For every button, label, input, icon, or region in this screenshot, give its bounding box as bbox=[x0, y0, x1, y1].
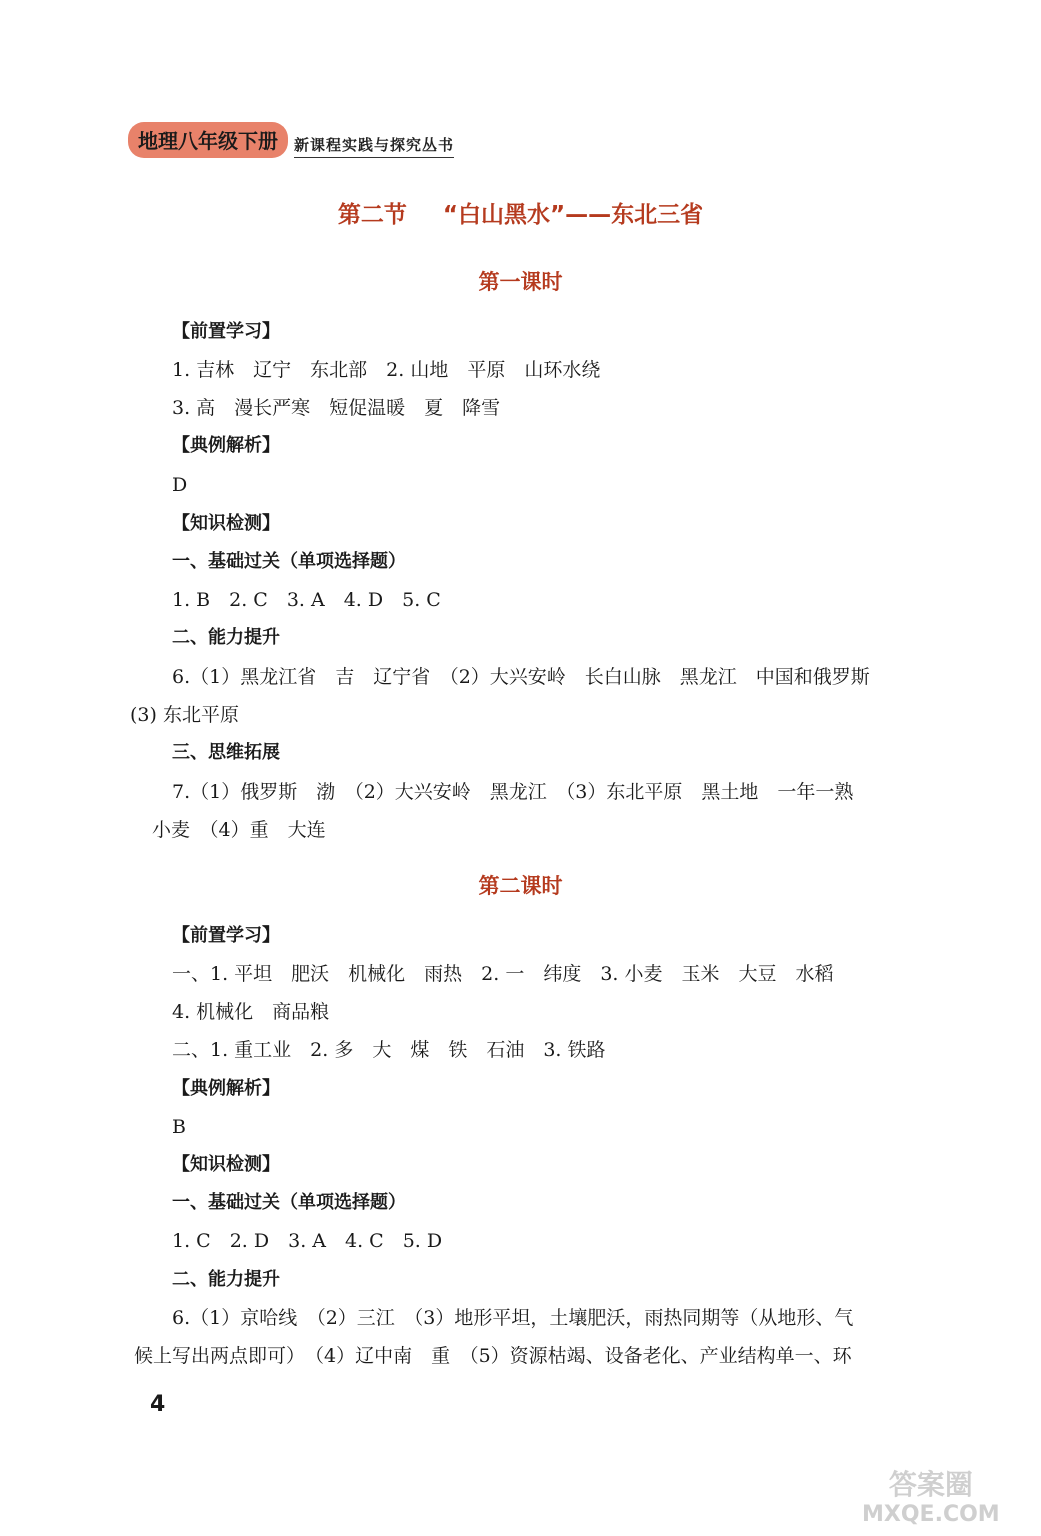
lesson2-line-4: 二、1. 重工业 2. 多 大 煤 铁 石油 3. 铁路 bbox=[172, 1039, 606, 1061]
lesson1-line-10: 6.（1）黑龙江省 吉 辽宁省 （2）大兴安岭 长白山脉 黑龙江 中国和俄罗斯 bbox=[172, 666, 870, 688]
lesson2-line-7: 【知识检测】 bbox=[172, 1154, 280, 1175]
section-title bbox=[0, 196, 1041, 229]
series-name: 新课程实践与探究丛书 bbox=[294, 134, 454, 158]
section-name: “白山黑水”——东北三省 bbox=[442, 202, 704, 228]
page-number: 4 bbox=[150, 1392, 166, 1417]
lesson2-line-2: 一、1. 平坦 肥沃 机械化 雨热 2. 一 纬度 3. 小麦 玉米 大豆 水稻 bbox=[172, 963, 834, 985]
lesson1-line-12: 三、思维拓展 bbox=[172, 742, 280, 763]
lesson1-line-9: 二、能力提升 bbox=[172, 627, 280, 648]
subject-badge: 地理八年级下册 bbox=[128, 122, 288, 158]
watermark-line-2: MXQE.COM bbox=[862, 1502, 1000, 1527]
watermark bbox=[862, 1470, 1000, 1530]
lesson1-line-4: 【典例解析】 bbox=[172, 435, 280, 456]
lesson2-line-1: 【前置学习】 bbox=[172, 925, 280, 946]
lesson1-line-14: 小麦 （4）重 大连 bbox=[152, 819, 326, 841]
lesson2-line-5: 【典例解析】 bbox=[172, 1078, 280, 1099]
lesson2-line-9: 1. C 2. D 3. A 4. C 5. D bbox=[172, 1230, 443, 1252]
lesson1-line-8: 1. B 2. C 3. A 4. D 5. C bbox=[172, 589, 441, 611]
section-number: 第二节 bbox=[337, 202, 407, 228]
lesson1-line-11: (3) 东北平原 bbox=[130, 704, 239, 726]
lesson2-line-12: 候上写出两点即可） （4）辽中南 重 （5）资源枯竭、设备老化、产业结构单一、环 bbox=[134, 1345, 852, 1367]
lesson1-line-1: 【前置学习】 bbox=[172, 321, 280, 342]
lesson2-line-8: 一、基础过关（单项选择题） bbox=[172, 1192, 406, 1213]
lesson2-line-11: 6.（1）京哈线 （2）三江 （3）地形平坦，土壤肥沃，雨热同期等（从地形、气 bbox=[172, 1307, 854, 1329]
lesson-heading-1: 第一课时 bbox=[478, 270, 563, 294]
book-header bbox=[128, 122, 454, 158]
lesson1-line-6: 【知识检测】 bbox=[172, 513, 280, 534]
lesson1-line-7: 一、基础过关（单项选择题） bbox=[172, 551, 406, 572]
lesson2-line-6: B bbox=[172, 1116, 186, 1138]
lesson2-line-3: 4. 机械化 商品粮 bbox=[172, 1001, 330, 1023]
lesson1-line-2: 1. 吉林 辽宁 东北部 2. 山地 平原 山环水绕 bbox=[172, 359, 601, 381]
watermark-line-1: 答案圈 bbox=[888, 1468, 973, 1501]
lesson1-line-13: 7.（1）俄罗斯 渤 （2）大兴安岭 黑龙江 （3）东北平原 黑土地 一年一熟 bbox=[172, 781, 854, 803]
lesson2-line-10: 二、能力提升 bbox=[172, 1269, 280, 1290]
lesson1-line-5: D bbox=[172, 474, 188, 496]
lesson-heading-2: 第二课时 bbox=[478, 874, 563, 898]
lesson1-line-3: 3. 高 漫长严寒 短促温暖 夏 降雪 bbox=[172, 397, 501, 419]
